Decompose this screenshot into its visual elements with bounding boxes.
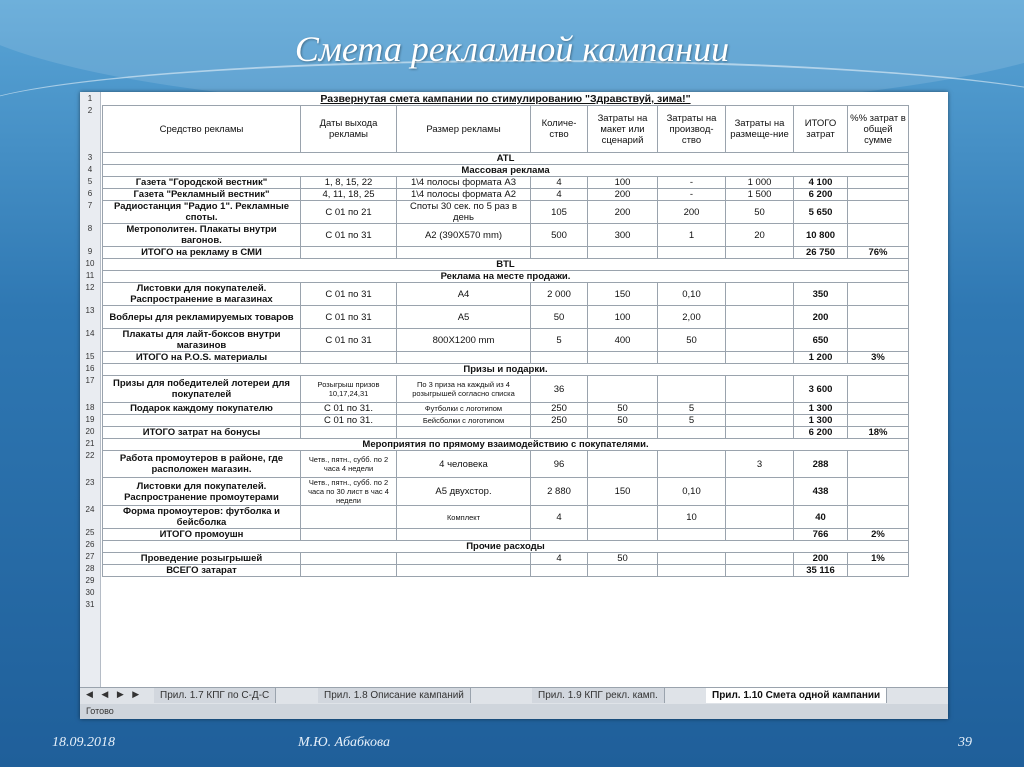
cell	[658, 427, 726, 439]
cell	[397, 529, 531, 541]
table-row	[103, 529, 909, 541]
cell: А4	[397, 283, 531, 306]
cell: С 01 по 31	[301, 306, 397, 329]
cell: 4, 11, 18, 25	[301, 189, 397, 201]
cell-total: 26 750	[794, 247, 848, 259]
row-number: 24	[85, 505, 95, 514]
cell	[658, 376, 726, 403]
cell: Футболки с логотипом	[397, 403, 531, 415]
row-number: 25	[85, 528, 95, 537]
section-header: Призы и подарки.	[103, 364, 909, 376]
cell	[848, 478, 909, 506]
cell-media: Радиостанция "Радио 1". Рекламные споты.	[103, 201, 301, 224]
sheet-tabs-bar	[80, 687, 948, 704]
cell	[726, 529, 794, 541]
row-number: 18	[85, 403, 95, 412]
cell-media: ИТОГО затрат на бонусы	[103, 427, 301, 439]
row-number: 14	[85, 329, 95, 338]
cell-total: 6 200	[794, 189, 848, 201]
cell	[726, 352, 794, 364]
row-number: 5	[87, 177, 93, 186]
cell	[848, 565, 909, 577]
cell: 10	[658, 506, 726, 529]
cell-media: Призы для победителей лотереи для покупателей	[103, 376, 301, 403]
cell: 3	[726, 451, 794, 478]
table-row	[103, 189, 909, 201]
cell	[301, 352, 397, 364]
cell: 1	[658, 224, 726, 247]
row-number: 20	[85, 427, 95, 436]
cell: 400	[588, 329, 658, 352]
cell: 2%	[848, 529, 909, 541]
cell: 300	[588, 224, 658, 247]
cell: 4	[531, 189, 588, 201]
cell-total: 4 100	[794, 177, 848, 189]
footer-page-number: 39	[958, 735, 972, 750]
cell	[397, 247, 531, 259]
cell	[848, 329, 909, 352]
tab-sheet-1-8[interactable]: Прил. 1.8 Описание кампаний	[318, 688, 471, 703]
cell	[301, 565, 397, 577]
cell: 2 000	[531, 283, 588, 306]
col-header: Количе-ство	[531, 106, 588, 153]
cell-media	[103, 415, 301, 427]
cell: 96	[531, 451, 588, 478]
row-number: 2	[87, 106, 93, 115]
col-header: Затраты на размеще-ние	[726, 106, 794, 153]
cell	[658, 565, 726, 577]
cell: 50	[588, 553, 658, 565]
cell	[848, 201, 909, 224]
cell: 1 000	[726, 177, 794, 189]
cell	[588, 352, 658, 364]
estimate-table	[102, 94, 909, 577]
status-bar: Готово	[80, 704, 948, 719]
cell: 4	[531, 553, 588, 565]
section-header: Массовая реклама	[103, 165, 909, 177]
cell	[397, 565, 531, 577]
cell: -	[658, 177, 726, 189]
cell	[658, 529, 726, 541]
cell	[726, 403, 794, 415]
cell	[531, 247, 588, 259]
cell: 50	[726, 201, 794, 224]
section-header: ATL	[103, 153, 909, 165]
cell-total: 288	[794, 451, 848, 478]
spreadsheet-screenshot	[80, 92, 948, 719]
cell: 0,10	[658, 283, 726, 306]
row-number: 29	[85, 576, 95, 585]
table-row	[103, 553, 909, 565]
cell: Бейсболки с логотипом	[397, 415, 531, 427]
table-row	[103, 283, 909, 306]
footer-author: М.Ю. Абабкова	[298, 735, 391, 750]
cell: Комплект	[397, 506, 531, 529]
tab-navigation-arrows[interactable]: ◀ ◀ ▶ ▶	[86, 689, 143, 699]
cell-media: ВСЕГО затарат	[103, 565, 301, 577]
table-row	[103, 415, 909, 427]
cell: 1, 8, 15, 22	[301, 177, 397, 189]
cell	[848, 283, 909, 306]
cell	[726, 376, 794, 403]
row-number: 23	[85, 478, 95, 487]
cell: 1%	[848, 553, 909, 565]
cell	[531, 529, 588, 541]
cell: Розыгрыш призов 10,17,24,31	[301, 376, 397, 403]
cell: Четв., пятн., субб. по 2 часа 4 недели	[301, 451, 397, 478]
cell: 200	[658, 201, 726, 224]
footer-date: 18.09.2018	[52, 735, 115, 750]
row-number: 3	[87, 153, 93, 162]
cell: 800Х1200 mm	[397, 329, 531, 352]
cell: 100	[588, 306, 658, 329]
cell	[726, 415, 794, 427]
cell: С 01 по 31.	[301, 403, 397, 415]
cell: А2 (390Х570 mm)	[397, 224, 531, 247]
cell	[588, 451, 658, 478]
row-number: 8	[87, 224, 93, 233]
row-number: 11	[85, 271, 95, 280]
cell-media: Проведение розыгрышей	[103, 553, 301, 565]
cell	[848, 177, 909, 189]
cell-total: 3 600	[794, 376, 848, 403]
row-number: 31	[85, 600, 95, 609]
section-header: Реклама на месте продажи.	[103, 271, 909, 283]
cell	[397, 427, 531, 439]
row-number: 15	[85, 352, 95, 361]
table-row	[103, 403, 909, 415]
row-number: 4	[87, 165, 93, 174]
cell-total: 40	[794, 506, 848, 529]
cell: 1\4 полосы формата А2	[397, 189, 531, 201]
cell	[658, 451, 726, 478]
cell: 50	[531, 306, 588, 329]
cell	[726, 427, 794, 439]
cell	[301, 427, 397, 439]
cell-total: 35 116	[794, 565, 848, 577]
cell	[726, 306, 794, 329]
cell	[588, 427, 658, 439]
cell: 150	[588, 478, 658, 506]
cell-total: 200	[794, 553, 848, 565]
cell	[658, 247, 726, 259]
row-number: 9	[87, 247, 93, 256]
cell	[531, 565, 588, 577]
cell	[658, 553, 726, 565]
cell-total: 1 300	[794, 403, 848, 415]
cell: 5	[531, 329, 588, 352]
cell: 250	[531, 415, 588, 427]
cell	[726, 329, 794, 352]
cell	[726, 565, 794, 577]
cell	[726, 247, 794, 259]
cell: 20	[726, 224, 794, 247]
section-header: Прочие расходы	[103, 541, 909, 553]
table-row	[103, 565, 909, 577]
cell: А5	[397, 306, 531, 329]
cell: С 01 по 31	[301, 283, 397, 306]
cell-media: ИТОГО на рекламу в СМИ	[103, 247, 301, 259]
section-header: BTL	[103, 259, 909, 271]
cell-total: 650	[794, 329, 848, 352]
cell	[531, 352, 588, 364]
table-row	[103, 451, 909, 478]
cell	[397, 553, 531, 565]
col-header: Даты выхода рекламы	[301, 106, 397, 153]
col-header: Размер рекламы	[397, 106, 531, 153]
cell: Споты 30 сек. по 5 раз в день	[397, 201, 531, 224]
cell: 150	[588, 283, 658, 306]
cell	[531, 427, 588, 439]
cell-media: Метрополитен. Плакаты внутри вагонов.	[103, 224, 301, 247]
cell: По 3 приза на каждый из 4 розыгрышей согласно списка	[397, 376, 531, 403]
table-header-row	[103, 106, 909, 153]
cell-total: 438	[794, 478, 848, 506]
cell	[658, 352, 726, 364]
cell-media: Воблеры для рекламируемых товаров	[103, 306, 301, 329]
cell: 50	[588, 415, 658, 427]
cell: 4	[531, 177, 588, 189]
row-number: 13	[85, 306, 95, 315]
row-number: 10	[85, 259, 95, 268]
col-header: ИТОГО затрат	[794, 106, 848, 153]
cell	[588, 565, 658, 577]
cell: С 01 по 31	[301, 224, 397, 247]
cell	[588, 247, 658, 259]
cell: 1\4 полосы формата А3	[397, 177, 531, 189]
col-header: Средство рекламы	[103, 106, 301, 153]
cell-media: ИТОГО промоушн	[103, 529, 301, 541]
sheet-heading: Развернутая смета кампании по стимулированию "Здравствуй, зима!"	[320, 94, 691, 105]
cell	[301, 529, 397, 541]
tab-sheet-1-7[interactable]: Прил. 1.7 КПГ по С-Д-С	[154, 688, 276, 703]
cell: 250	[531, 403, 588, 415]
cell-total: 10 800	[794, 224, 848, 247]
slide-title: Смета рекламной кампании	[294, 29, 730, 69]
cell: -	[658, 189, 726, 201]
table-row	[103, 247, 909, 259]
cell: А5 двухстор.	[397, 478, 531, 506]
row-number: 21	[85, 439, 95, 448]
cell-media: Подарок каждому покупателю	[103, 403, 301, 415]
cell: 200	[588, 201, 658, 224]
row-number: 1	[87, 94, 93, 103]
cell: 1 500	[726, 189, 794, 201]
table-row	[103, 506, 909, 529]
table-row	[103, 376, 909, 403]
cell: 18%	[848, 427, 909, 439]
row-number: 16	[85, 364, 95, 373]
row-number: 17	[85, 376, 95, 385]
cell: 2 880	[531, 478, 588, 506]
row-number: 7	[87, 201, 93, 210]
cell	[848, 506, 909, 529]
cell	[726, 478, 794, 506]
cell	[848, 224, 909, 247]
cell	[848, 189, 909, 201]
cell	[397, 352, 531, 364]
cell: 0,10	[658, 478, 726, 506]
cell-total: 200	[794, 306, 848, 329]
cell-total: 350	[794, 283, 848, 306]
cell-media: Газета "Городской вестник"	[103, 177, 301, 189]
table-row	[103, 478, 909, 506]
cell: 76%	[848, 247, 909, 259]
row-number: 22	[85, 451, 95, 460]
cell-media: Форма промоутеров: футболка и бейсболка	[103, 506, 301, 529]
cell: С 01 по 31	[301, 329, 397, 352]
cell-media: Листовки для покупателей. Распространение промоутерами	[103, 478, 301, 506]
cell	[588, 506, 658, 529]
col-header: %% затрат в общей сумме	[848, 106, 909, 153]
cell	[726, 506, 794, 529]
cell: 50	[658, 329, 726, 352]
cell: 4 человека	[397, 451, 531, 478]
row-headers	[80, 92, 101, 687]
cell	[301, 247, 397, 259]
row-number: 27	[85, 552, 95, 561]
cell: 200	[588, 189, 658, 201]
cell: С 01 по 31.	[301, 415, 397, 427]
cell-total: 766	[794, 529, 848, 541]
cell	[588, 529, 658, 541]
cell	[848, 451, 909, 478]
cell: 4	[531, 506, 588, 529]
cell: 50	[588, 403, 658, 415]
cell	[588, 376, 658, 403]
table-row	[103, 306, 909, 329]
cell-total: 5 650	[794, 201, 848, 224]
cell	[726, 283, 794, 306]
cell: 3%	[848, 352, 909, 364]
cell: 100	[588, 177, 658, 189]
cell: 5	[658, 403, 726, 415]
table-row	[103, 177, 909, 189]
cell	[726, 553, 794, 565]
cell: 2,00	[658, 306, 726, 329]
cell-total: 6 200	[794, 427, 848, 439]
table-row	[103, 224, 909, 247]
cell: 5	[658, 415, 726, 427]
cell-media: Листовки для покупателей. Распространение в магазинах	[103, 283, 301, 306]
cell-media: ИТОГО на P.O.S. материалы	[103, 352, 301, 364]
cell	[301, 553, 397, 565]
table-row	[103, 427, 909, 439]
cell-media: Работа промоутеров в районе, где расположен магазин.	[103, 451, 301, 478]
row-number: 19	[85, 415, 95, 424]
cell-total: 1 200	[794, 352, 848, 364]
cell	[848, 306, 909, 329]
table-row	[103, 201, 909, 224]
col-header: Затраты на производ-ство	[658, 106, 726, 153]
cell	[848, 376, 909, 403]
section-header: Мероприятия по прямому взаимодействию с покупателями.	[103, 439, 909, 451]
row-number: 30	[85, 588, 95, 597]
tab-sheet-1-10[interactable]: Прил. 1.10 Смета одной кампании	[706, 688, 887, 703]
row-number: 28	[85, 564, 95, 573]
cell-media: Газета "Рекламный вестник"	[103, 189, 301, 201]
table-row	[103, 352, 909, 364]
cell: Четв., пятн., субб. по 2 часа по 30 лист в час 4 недели	[301, 478, 397, 506]
cell	[848, 415, 909, 427]
row-number: 12	[85, 283, 95, 292]
cell: С 01 по 21	[301, 201, 397, 224]
cell: 36	[531, 376, 588, 403]
cell-total: 1 300	[794, 415, 848, 427]
row-number: 26	[85, 540, 95, 549]
row-number: 6	[87, 189, 93, 198]
tab-sheet-1-9[interactable]: Прил. 1.9 КПГ рекл. камп.	[532, 688, 665, 703]
cell	[848, 403, 909, 415]
cell-media: Плакаты для лайт-боксов внутри магазинов	[103, 329, 301, 352]
table-row	[103, 329, 909, 352]
cell: 500	[531, 224, 588, 247]
cell: 105	[531, 201, 588, 224]
cell	[301, 506, 397, 529]
col-header: Затраты на макет или сценарий	[588, 106, 658, 153]
